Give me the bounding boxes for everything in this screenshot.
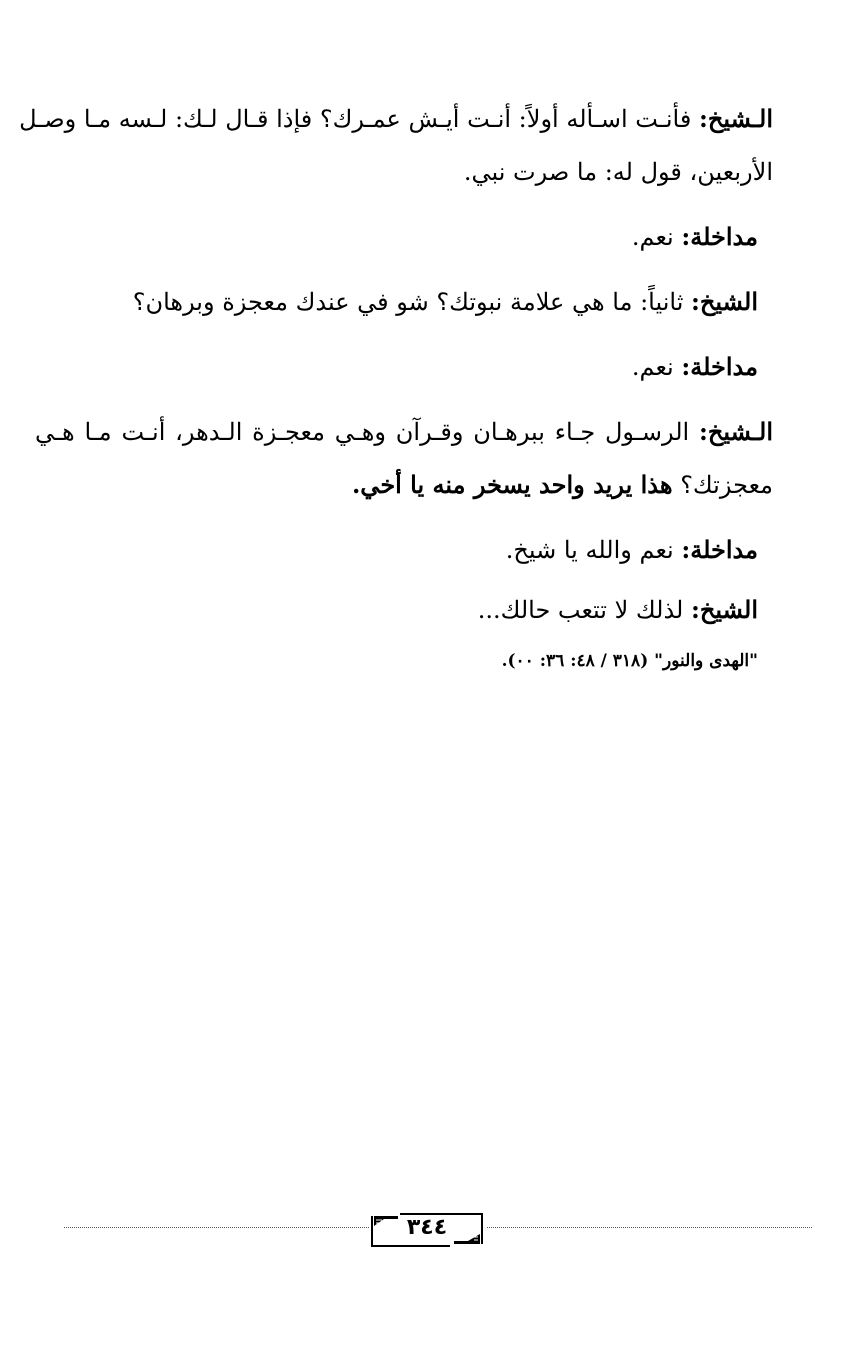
paragraph-text: معجزتك؟ [680, 471, 773, 499]
paragraph-text: نعم والله يا شيخ. [505, 536, 674, 564]
speaker-label: الـشيخ: [698, 417, 773, 446]
paragraph-text: الأربعين، قول له: ما صرت نبي. [463, 158, 773, 186]
emphasized-text: هذا يريد واحد يسخر منه يا أخي. [351, 470, 673, 499]
paragraph-6 [505, 535, 758, 564]
paragraph-5-line-1 [35, 417, 773, 446]
speaker-label: مداخلة: [681, 352, 758, 381]
paragraph-text: نعم. [631, 223, 674, 251]
paragraph-4 [631, 352, 758, 381]
paragraph-text: فأنـت اسـأله أولاً: أنـت أيـش عمـرك؟ فإذا قـال لـك: لـسه مـا وصـل [19, 105, 692, 133]
paragraph-7 [477, 595, 758, 624]
paragraph-3 [132, 287, 758, 316]
paragraph-1-line-2 [464, 160, 773, 184]
paragraph-1-line-1 [19, 104, 773, 133]
page-number-frame [370, 1212, 484, 1248]
paragraph-text: ثانياً: ما هي علامة نبوتك؟ شو في عندك معجزة وبرهان؟ [132, 288, 684, 316]
source-citation: "الهدى والنور" (٣١٨ / ٤٨: ٣٦: ٠٠). [501, 651, 758, 671]
page-number: ٣٤٤ [406, 1215, 448, 1240]
paragraph-text: الرسـول جـاء ببرهـان وقـرآن وهـي معجـزة الـدهر، أنـت مـا هـي [35, 418, 690, 446]
speaker-label: الشيخ: [691, 287, 758, 316]
speaker-label: الشيخ: [691, 595, 758, 624]
paragraph-text: نعم. [631, 353, 674, 381]
paragraph-5-line-2 [351, 470, 773, 499]
paragraph-2 [631, 222, 758, 251]
paragraph-text: لذلك لا تتعب حالك... [477, 596, 684, 624]
footer-rule-left [64, 1227, 369, 1228]
speaker-label: الـشيخ: [698, 104, 773, 133]
speaker-label: مداخلة: [681, 222, 758, 251]
speaker-label: مداخلة: [681, 535, 758, 564]
footer-rule-right [487, 1227, 812, 1228]
